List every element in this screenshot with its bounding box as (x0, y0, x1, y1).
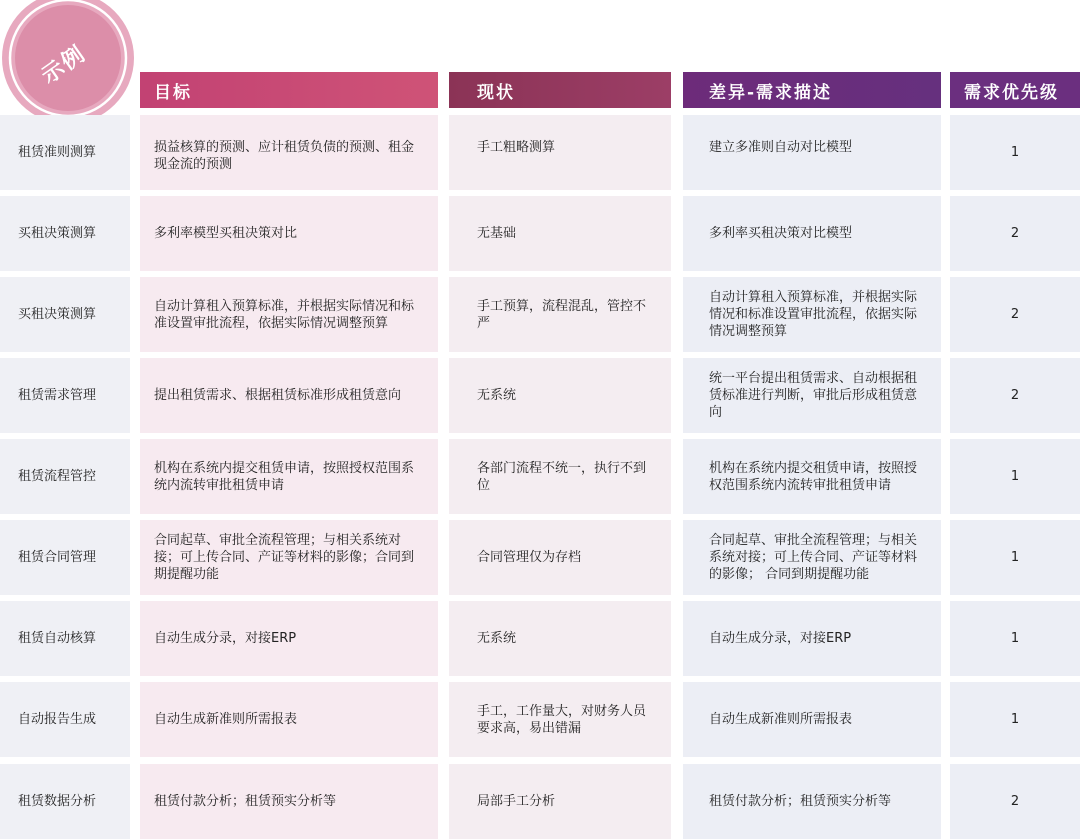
goal-cell (140, 682, 438, 757)
status-text: 合同管理仅为存档 (477, 550, 582, 565)
gap-cell (683, 115, 941, 190)
status-cell (449, 601, 671, 676)
table-row (0, 277, 1080, 352)
goal-text: 损益核算的预测、应计租赁负债的预测、租金现金流的预测 (154, 140, 415, 172)
gap-text: 自动生成新准则所需报表 (709, 712, 853, 727)
goal-text: 自动计算租入预算标准，并根据实际情况和标准设置审批流程，依据实际情况调整预算 (154, 298, 415, 331)
goal-cell (140, 601, 438, 676)
gap-text: 自动生成分录，对接ERP (709, 631, 852, 646)
gap-text: 机构在系统内提交租赁申请，按照授权范围系统内流转审批租赁申请 (709, 460, 918, 493)
priority-value: 2 (1010, 388, 1020, 403)
row-name-cell (0, 115, 130, 190)
table-row (0, 115, 1080, 190)
row-name-cell (0, 601, 130, 676)
priority-cell (950, 196, 1080, 271)
status-cell (449, 115, 671, 190)
priority-value: 1 (1010, 631, 1020, 646)
status-text: 无基础 (477, 226, 517, 241)
status-text: 手工粗略测算 (477, 140, 556, 155)
goal-text: 机构在系统内提交租赁申请，按照授权范围系统内流转审批租赁申请 (154, 460, 415, 493)
status-text: 无系统 (477, 631, 517, 646)
table-row (0, 764, 1080, 839)
priority-cell (950, 277, 1080, 352)
row-name: 买租决策测算 (18, 226, 97, 241)
priority-cell (950, 115, 1080, 190)
status-cell (449, 358, 671, 433)
gap-text: 租赁付款分析；租赁预实分析等 (709, 794, 892, 809)
row-name: 自动报告生成 (18, 712, 97, 727)
table-row (0, 196, 1080, 271)
status-text: 手工，工作量大，对财务人员要求高，易出错漏 (477, 703, 647, 736)
goal-text: 租赁付款分析；租赁预实分析等 (154, 794, 337, 809)
gap-text: 多利率买租决策对比模型 (709, 226, 853, 241)
gap-cell (683, 196, 941, 271)
row-name-cell (0, 196, 130, 271)
priority-cell (950, 358, 1080, 433)
priority-cell (950, 682, 1080, 757)
row-name: 租赁流程管控 (18, 469, 97, 484)
goal-cell (140, 358, 438, 433)
priority-value: 1 (1010, 550, 1020, 565)
row-name-cell (0, 277, 130, 352)
priority-value: 2 (1010, 226, 1020, 241)
row-name: 租赁准则测算 (18, 145, 97, 160)
status-cell (449, 196, 671, 271)
goal-text: 自动生成新准则所需报表 (154, 712, 298, 727)
row-name: 买租决策测算 (18, 307, 97, 322)
header-goal: 目标 (140, 72, 438, 108)
row-name-cell (0, 520, 130, 595)
priority-cell (950, 520, 1080, 595)
goal-text: 多利率模型买租决策对比 (154, 226, 298, 241)
priority-cell (950, 764, 1080, 839)
row-name-cell (0, 764, 130, 839)
status-text: 各部门流程不统一，执行不到位 (477, 460, 647, 493)
gap-cell (683, 439, 941, 514)
priority-value: 1 (1010, 469, 1020, 484)
gap-text: 合同起草、审批全流程管理；与相关系统对接；可上传合同、产证等材料的影像； 合同到期提醒功能 (709, 533, 918, 582)
goal-cell (140, 764, 438, 839)
gap-cell (683, 277, 941, 352)
table-row (0, 358, 1080, 433)
goal-text: 合同起草、审批全流程管理；与相关系统对接；可上传合同、产证等材料的影像；合同到期提醒功能 (154, 533, 415, 582)
gap-cell (683, 520, 941, 595)
goal-cell (140, 196, 438, 271)
row-name: 租赁数据分析 (18, 794, 97, 809)
row-name: 租赁需求管理 (18, 388, 97, 403)
gap-text: 自动计算租入预算标准，并根据实际情况和标准设置审批流程，依据实际情况调整预算 (709, 290, 918, 339)
table-row (0, 520, 1080, 595)
status-text: 手工预算，流程混乱，管控不严 (477, 298, 647, 331)
priority-value: 1 (1010, 712, 1020, 727)
gap-text: 建立多准则自动对比模型 (709, 140, 853, 155)
gap-cell (683, 601, 941, 676)
gap-cell (683, 764, 941, 839)
goal-cell (140, 520, 438, 595)
goal-text: 提出租赁需求、根据租赁标准形成租赁意向 (154, 388, 402, 403)
goal-cell (140, 439, 438, 514)
status-cell (449, 682, 671, 757)
row-name-cell (0, 358, 130, 433)
status-text: 局部手工分析 (477, 794, 556, 809)
table-row (0, 439, 1080, 514)
row-name-cell (0, 439, 130, 514)
goal-cell (140, 115, 438, 190)
gap-cell (683, 682, 941, 757)
priority-value: 2 (1010, 794, 1020, 809)
status-cell (449, 277, 671, 352)
priority-cell (950, 601, 1080, 676)
row-name-cell (0, 682, 130, 757)
status-cell (449, 520, 671, 595)
table-row (0, 682, 1080, 757)
priority-value: 1 (1010, 145, 1020, 160)
sample-stamp (0, 0, 134, 118)
header-priority: 需求优先级 (950, 72, 1080, 108)
table-row (0, 601, 1080, 676)
row-name: 租赁合同管理 (18, 550, 97, 565)
priority-cell (950, 439, 1080, 514)
header-gap: 差异-需求描述 (683, 72, 941, 108)
gap-text: 统一平台提出租赁需求、自动根据租赁标准进行判断，审批后形成租赁意向 (709, 371, 918, 420)
row-name: 租赁自动核算 (18, 631, 97, 646)
goal-cell (140, 277, 438, 352)
status-cell (449, 764, 671, 839)
header-status: 现状 (449, 72, 671, 108)
gap-cell (683, 358, 941, 433)
priority-value: 2 (1010, 307, 1020, 322)
stamp-label: 示例 (37, 41, 91, 90)
status-text: 无系统 (477, 388, 517, 403)
status-cell (449, 439, 671, 514)
goal-text: 自动生成分录，对接ERP (154, 631, 297, 646)
